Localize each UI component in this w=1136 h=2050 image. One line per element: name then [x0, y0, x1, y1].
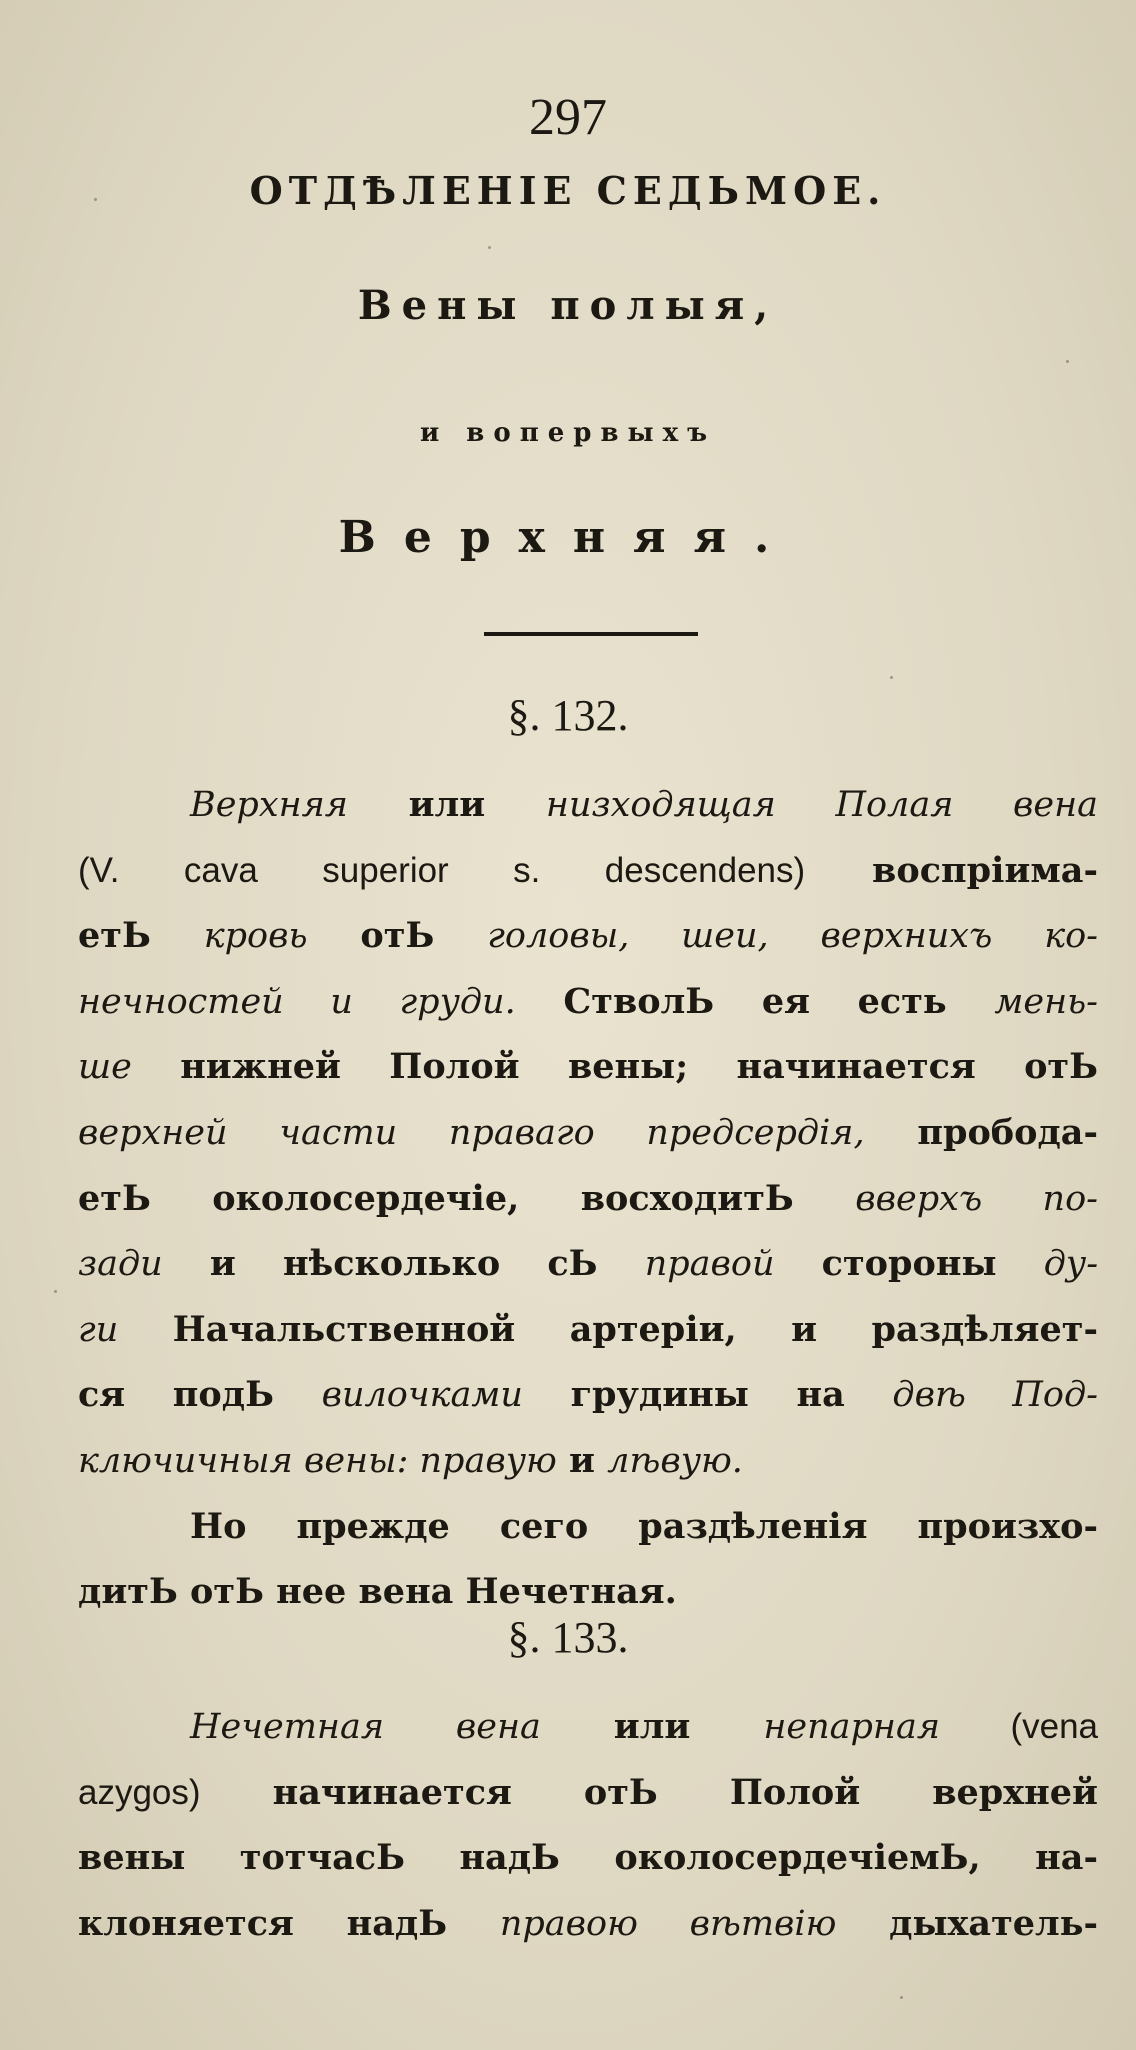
paper-speck	[54, 1290, 57, 1293]
italic-term: вверхъ по-	[855, 1178, 1098, 1219]
latin-term: (vena	[940, 1707, 1099, 1746]
text-run: нижней Полой вены; начинается отЬ	[131, 1046, 1098, 1088]
text-line	[78, 838, 1098, 904]
italic-term: непарная	[763, 1707, 940, 1747]
italic-term: Верхняя	[190, 785, 348, 825]
sub-subheading: и вопервыхъ	[419, 418, 717, 448]
text-line	[78, 1694, 1098, 1760]
text-run: и нѣсколько сЬ	[162, 1243, 645, 1285]
text-line	[78, 1428, 1098, 1494]
text-line: дитЬ отЬ нее вена Нечетная.	[78, 1571, 677, 1613]
italic-term: Нечетная вена	[190, 1707, 541, 1747]
italic-term: низходящая Полая вена	[545, 785, 1098, 825]
italic-term: двѣ Под-	[892, 1375, 1098, 1416]
text-line	[78, 1100, 1098, 1166]
text-line	[78, 1825, 1098, 1891]
italic-term: ду-	[1043, 1244, 1099, 1285]
text-run: ся подЬ	[78, 1374, 322, 1416]
text-run: клоняется надЬ	[78, 1902, 500, 1944]
italic-term: верхней части праваго предсердія,	[78, 1112, 865, 1153]
text-run: или	[540, 1706, 764, 1747]
chapter-title: Верхняя.	[338, 512, 798, 563]
paper-speck	[900, 1996, 903, 1999]
paper-speck	[1066, 360, 1069, 363]
text-run: стороны	[774, 1243, 1044, 1285]
text-line	[78, 772, 1098, 838]
italic-term: ше	[78, 1047, 132, 1088]
text-run: отЬ	[307, 915, 488, 957]
paragraph-133-body	[78, 1694, 1098, 1956]
paragraph-mark-133: §. 133.	[507, 1613, 629, 1662]
paragraph-132-body	[78, 772, 1098, 1625]
italic-term: нечностей и груди.	[78, 981, 516, 1022]
text-line	[78, 1760, 1098, 1826]
text-run: воспріима-	[805, 849, 1098, 891]
text-line	[78, 969, 1098, 1035]
text-run: грудины на	[522, 1374, 893, 1416]
italic-term: ключичныя вены: правую	[78, 1440, 557, 1481]
italic-term: правою вѣтвію	[499, 1903, 837, 1944]
section-heading: ОТДѢЛЕНІЕ СЕДЬМОЕ.	[249, 168, 887, 213]
text-run: вены тотчасЬ надЬ околосердечіемЬ, на-	[78, 1837, 1098, 1879]
italic-term: мень-	[994, 981, 1099, 1022]
text-line	[78, 1231, 1098, 1297]
text-line	[78, 1891, 1098, 1957]
italic-term: правой	[644, 1244, 775, 1285]
paper-speck	[94, 198, 97, 201]
paper-speck	[890, 676, 893, 679]
text-run: СтволЬ ея есть	[515, 980, 995, 1022]
latin-term: (V. cava superior s. descendens)	[78, 850, 806, 890]
italic-term: вилочками	[321, 1375, 523, 1416]
text-line	[78, 1362, 1098, 1428]
italic-term: зади	[78, 1244, 163, 1285]
text-line	[78, 1297, 1098, 1363]
subheading: Вены полыя,	[357, 282, 779, 329]
text-run: и	[556, 1439, 608, 1481]
paragraph-mark-132: §. 132.	[507, 691, 629, 740]
italic-term: кровь	[203, 916, 308, 957]
page-number: 297	[529, 89, 607, 146]
italic-term: ги	[78, 1309, 119, 1350]
text-run: пробода-	[864, 1111, 1099, 1153]
latin-term: azygos)	[78, 1772, 201, 1812]
text-run: етЬ	[78, 915, 204, 957]
text-run: начинается отЬ Полой верхней	[200, 1771, 1098, 1813]
text-run: дыхатель-	[836, 1902, 1098, 1944]
divider-rule	[484, 632, 698, 636]
text-line: Но прежде сего раздѣленія произхо-	[190, 1505, 1098, 1547]
text-run: или	[347, 784, 546, 825]
italic-term: головы, шеи, верхнихъ ко-	[487, 916, 1098, 957]
text-run: етЬ околосердечіе, восходитЬ	[78, 1177, 856, 1219]
italic-term: лѣвую.	[607, 1440, 743, 1481]
text-line	[78, 1166, 1098, 1232]
text-line	[78, 903, 1098, 969]
paper-speck	[488, 246, 491, 249]
text-run: Начальственной артеріи, и раздѣляет-	[118, 1308, 1098, 1350]
text-line	[78, 1034, 1098, 1100]
